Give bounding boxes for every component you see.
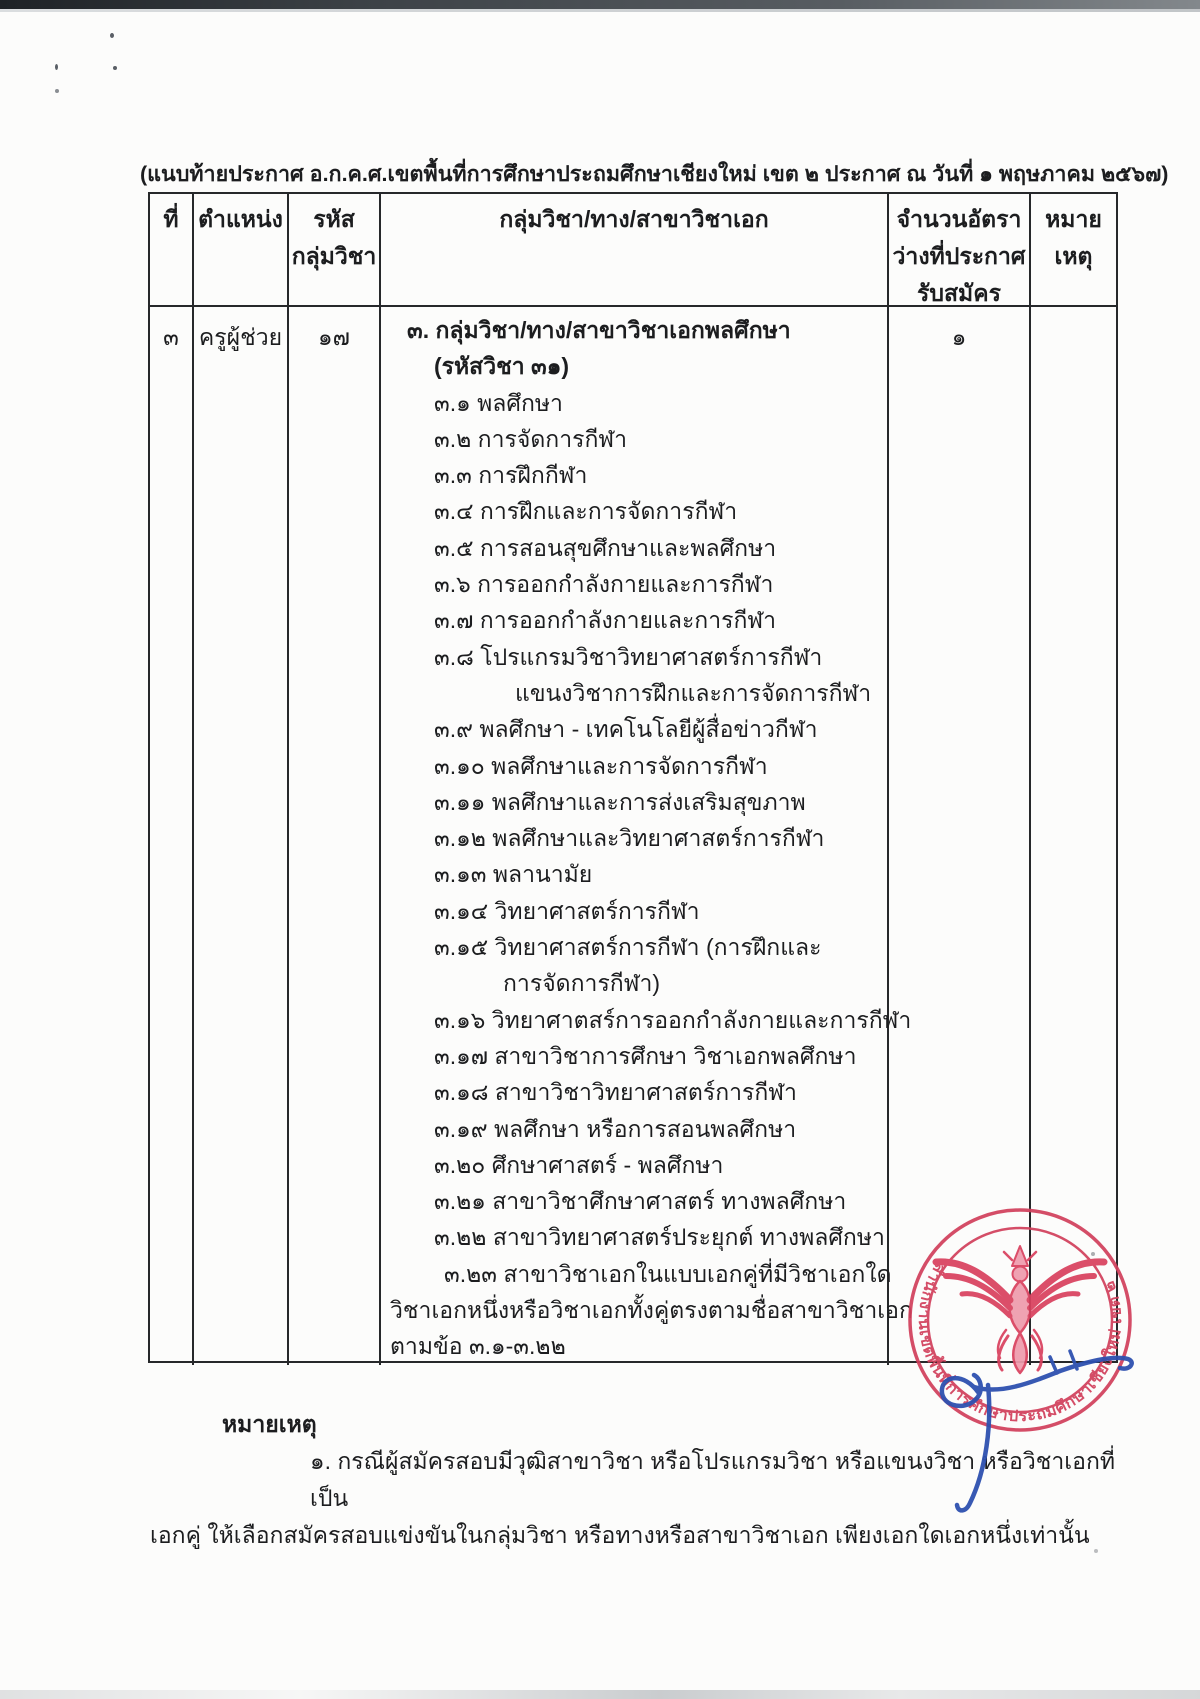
footnote-line: ๑. กรณีผู้สมัครสอบมีวุฒิสาขาวิชา หรือโปรแกรมวิชา หรือแขนงวิชา หรือวิชาเอกที่เป็น bbox=[310, 1448, 1116, 1511]
scan-top-edge bbox=[0, 0, 1200, 9]
subject-line: ๓.๑๗ สาขาวิชาการศึกษา วิชาเอกพลศึกษา bbox=[434, 1042, 857, 1069]
col-header-text: ว่างที่ประกาศ bbox=[892, 243, 1026, 269]
subject-line: ๓.๒๑ สาขาวิชาศึกษาศาสตร์ ทางพลศึกษา bbox=[434, 1188, 847, 1215]
subject-line: ๓.๓ การฝึกกีฬา bbox=[434, 462, 588, 489]
row-group-code: ๑๗ bbox=[289, 307, 381, 1365]
subject-list bbox=[381, 307, 913, 1365]
subject-line: ๓.๑๙ พลศึกษา หรือการสอนพลศึกษา bbox=[434, 1115, 797, 1142]
col-header-text: ที่ bbox=[163, 206, 179, 232]
subject-line: ๓.๑๓ พลานามัย bbox=[434, 861, 593, 888]
subject-line: ๓.๑ พลศึกษา bbox=[434, 389, 563, 416]
subject-line: ๓.๖ การออกกำลังกายและการกีฬา bbox=[434, 571, 774, 598]
subject-line: ๓.๒๒ สาขาวิทยาศาสตร์ประยุกต์ ทางพลศึกษา bbox=[434, 1224, 885, 1251]
row-vacancies: ๑ bbox=[889, 307, 1031, 1365]
subject-line: ๓.๒๐ ศึกษาศาสตร์ - พลศึกษา bbox=[434, 1151, 724, 1178]
subject-line: ๓.๑๘ สาขาวิชาวิทยาศาสตร์การกีฬา bbox=[434, 1079, 797, 1106]
subject-line: วิชาเอกหนึ่งหรือวิชาเอกทั้งคู่ตรงตามชื่อสาขาวิชาเอก bbox=[390, 1297, 913, 1324]
col-header-text: กลุ่มวิชา/ทาง/สาขาวิชาเอก bbox=[499, 206, 769, 232]
col-header-group-code bbox=[289, 194, 381, 307]
signature bbox=[900, 1335, 1160, 1535]
col-header-text: หมาย bbox=[1045, 206, 1102, 232]
col-header-vacancies bbox=[889, 194, 1031, 307]
subject-line: ตามข้อ ๓.๑-๓.๒๒ bbox=[390, 1333, 566, 1360]
subject-line: ๓.๘ โปรแกรมวิชาวิทยาศาสตร์การกีฬา bbox=[434, 643, 823, 670]
scan-speck bbox=[113, 66, 117, 70]
subject-line: ๓.๗ การออกกำลังกายและการกีฬา bbox=[434, 607, 777, 634]
subject-line: ๓.๔ การฝึกและการจัดการกีฬา bbox=[434, 498, 738, 525]
col-header-text: รหัส bbox=[313, 206, 355, 232]
row-position: ครูผู้ช่วย bbox=[194, 307, 289, 1365]
col-header-subject-group bbox=[381, 194, 889, 307]
subject-line: การจัดการกีฬา) bbox=[503, 970, 661, 997]
subject-line: ๓.๒ การจัดการกีฬา bbox=[434, 425, 628, 452]
seal-ring-text: สำนักงานเขตพื้นที่การศึกษาประถมศึกษาเชียงใหม่ เขต ๒ bbox=[914, 1259, 1126, 1426]
scan-bottom-edge bbox=[0, 1690, 1200, 1699]
col-header-text: จำนวนอัตรา bbox=[896, 206, 1022, 232]
footnote-line: เอกคู่ ให้เลือกสมัครสอบแข่งขันในกลุ่มวิชา หรือทางหรือสาขาวิชาเอก เพียงเอกใดเอกหนึ่งเท่านั้น bbox=[150, 1522, 1090, 1548]
subject-line: ๓.๑๖ วิทยาศาตสร์การออกกำลังกายและการกีฬา bbox=[434, 1006, 912, 1033]
signature-loop bbox=[942, 1375, 981, 1406]
row-no: ๓ bbox=[150, 307, 194, 1365]
scan-speck bbox=[55, 89, 59, 93]
col-header-position bbox=[194, 194, 289, 307]
subject-line: ๓.๑๒ พลศึกษาและวิทยาศาสตร์การกีฬา bbox=[434, 825, 825, 852]
attachment-note: (แนบท้ายประกาศ อ.ก.ค.ศ.เขตพื้นที่การศึกษาประถมศึกษาเชียงใหม่ เขต ๒ ประกาศ ณ วันที่ ๑ พฤษภาคม ๒๕๖๗) bbox=[140, 162, 1169, 186]
col-header-text: เหตุ bbox=[1054, 243, 1093, 269]
col-header-text: รับสมัคร bbox=[917, 280, 1001, 306]
subject-line: ๓.๑๑ พลศึกษาและการส่งเสริมสุขภาพ bbox=[434, 788, 806, 815]
subject-line: ๓.๑๔ วิทยาศาสตร์การกีฬา bbox=[434, 897, 700, 924]
subject-line: ๓.๙ พลศึกษา - เทคโนโลยีผู้สื่อข่าวกีฬา bbox=[434, 716, 818, 743]
subject-line: แขนงวิชาการฝึกและการจัดการกีฬา bbox=[515, 679, 872, 706]
subject-line: ๓. กลุ่มวิชา/ทาง/สาขาวิชาเอกพลศึกษา bbox=[407, 317, 791, 343]
scan-top-edge-highlight bbox=[0, 9, 1200, 12]
col-header-text: กลุ่มวิชา bbox=[291, 243, 377, 269]
footnotes-heading: หมายเหตุ bbox=[222, 1411, 317, 1437]
subject-line: ๓.๕ การสอนสุขศึกษาและพลศึกษา bbox=[434, 534, 777, 561]
subject-line: ๓.๑๕ วิทยาศาสตร์การกีฬา (การฝึกและ bbox=[434, 934, 822, 961]
scan-speck bbox=[55, 64, 58, 70]
subject-line: ๓.๑๐ พลศึกษาและการจัดการกีฬา bbox=[434, 752, 768, 779]
col-header-no bbox=[150, 194, 194, 307]
col-header-remark bbox=[1031, 194, 1116, 307]
col-header-text: ตำแหน่ง bbox=[198, 206, 283, 232]
scan-speck bbox=[110, 33, 114, 38]
subject-line: ๓.๒๓ สาขาวิชาเอกในแบบเอกคู่ที่มีวิชาเอกใด bbox=[444, 1260, 892, 1287]
subject-line: (รหัสวิชา ๓๑) bbox=[434, 353, 570, 380]
